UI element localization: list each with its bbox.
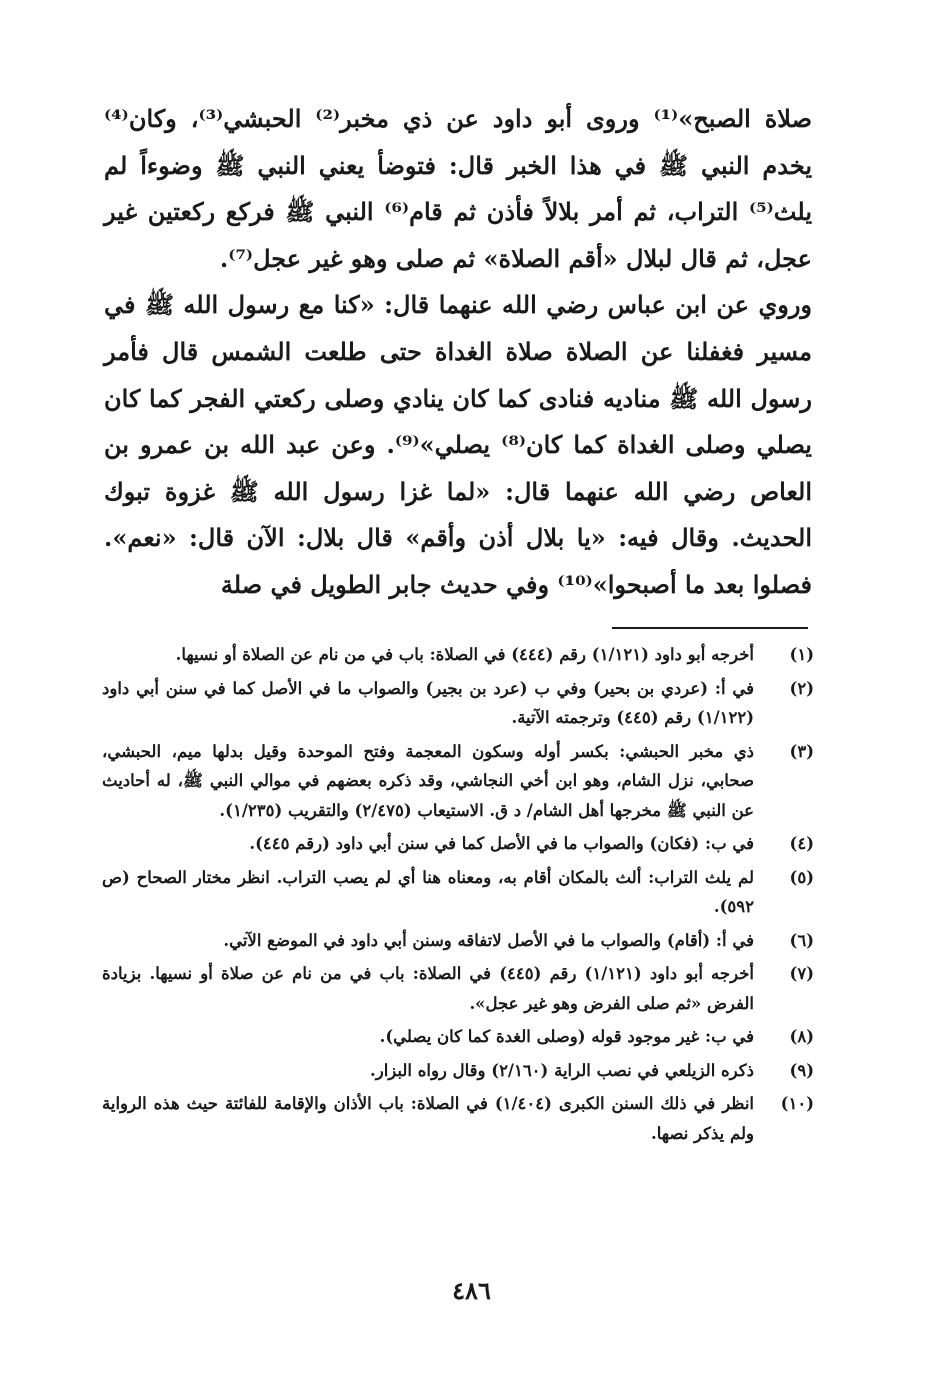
footnote	[102, 1056, 814, 1086]
footnote-number: (٨)	[789, 1027, 814, 1046]
footnote-text: لم يلث التراب: ألث بالمكان أقام به، ومعناه هنا أي لم يصب التراب. انظر مختار الصحاح (ص ٥٩٢).	[102, 867, 754, 916]
footnote-text: في أ: (أقام) والصواب ما في الأصل لاتفاقه وسنن أبي داود في الموضع الآتي.	[223, 930, 754, 950]
footnote-number: (٢)	[789, 678, 814, 698]
body-paragraph: وروي عن ابن عباس رضي الله عنهما قال: «كنا مع رسول الله ﷺ في مسير فغفلنا عن الصلاة صلاة الغداة حتى طلعت الشمس قال فأمر رسول الله ﷺ مناديه فنادى كما كان ينادي وصلى ركعتي الفجر كما كان يصلي وصلى الغداة كما كان⁽⁸⁾ يصلي»⁽⁹⁾. وعن عبد الله بن عمرو بن العاص رضي الله عنهما قال: «لما غزا رسول الله ﷺ غزوة تبوك الحديث. وقال فيه: «يا بلال أذن وأقم» قال بلال: الآن قال: «نعم». فصلوا بعد ما أصبحوا»⁽¹⁰⁾ وفي حديث جابر الطويل في صلة	[104, 290, 813, 599]
footnote-text: ذي مخبر الحبشي: بكسر أوله وسكون المعجمة وفتح الموحدة وقيل بدلها ميم، الحبشي، صحابي، نزل الشام، وهو ابن أخي النجاشي، وقد ذكره بعضهم في موالي النبي ﷺ، له أحاديث عن النبي ﷺ مخرجها أهل الشام/ د ق. الاستيعاب (٢/٤٧٥) والتقريب (١/٢٣٥).	[102, 741, 754, 820]
footnotes	[102, 640, 814, 1152]
footnote	[102, 1089, 814, 1148]
footnote	[102, 829, 814, 859]
footnote-text: في ب: غير موجود قوله (وصلى الغدة كما كان يصلي).	[379, 1027, 754, 1046]
footnote-text: في أ: (عردي بن بحير) وفي ب (عرد بن بجير) والصواب ما في الأصل كما في سنن أبي داود (١/١٢٢) رقم (٤٤٥) وترجمته الآتية.	[102, 678, 754, 727]
footnote	[102, 674, 814, 733]
footnote	[102, 926, 814, 956]
body-paragraph: صلاة الصبح»⁽¹⁾ وروى أبو داود عن ذي مخبر⁽²⁾ الحبشي⁽³⁾، وكان⁽⁴⁾ يخدم النبي ﷺ في هذا الخبر قال: فتوضأ يعني النبي ﷺ وضوءاً لم يلث⁽⁵⁾ التراب، ثم أمر بلالاً فأذن ثم قام⁽⁶⁾ النبي ﷺ فركع ركعتين غير عجل، ثم قال لبلال «أقم الصلاة» ثم صلى وهو غير عجل⁽⁷⁾.	[104, 104, 812, 273]
footnote-number: (٤)	[789, 834, 814, 853]
footnote-text: في ب: (فكان) والصواب ما في الأصل كما في سنن أبي داود (رقم ٤٤٥).	[249, 834, 754, 853]
footnote	[102, 737, 814, 826]
footnote	[102, 959, 814, 1018]
footnote-number: (٦)	[789, 930, 814, 950]
main-text	[104, 96, 812, 609]
footnote-number: (١٠)	[780, 1094, 814, 1113]
footnote-number: (٣)	[789, 741, 814, 761]
footnote-separator	[612, 627, 808, 629]
footnote-text: انظر في ذلك السنن الكبرى (١/٤٠٤) في الصلاة: باب الأذان والإقامة للفائتة حيث هذه الرواية ولم يذكر نصها.	[102, 1094, 755, 1143]
footnote-text: ذكره الزيلعي في نصب الراية (٢/١٦٠) وقال رواه البزار.	[369, 1060, 754, 1080]
footnote-number: (١)	[789, 645, 814, 664]
footnote-text: أخرجه أبو داود (١/١٢١) رقم (٤٤٤) في الصلاة: باب في من نام عن الصلاة أو نسيها.	[175, 645, 754, 664]
footnote-text: أخرجه أبو داود (١/١٢١) رقم (٤٤٥) في الصلاة: باب في من نام عن صلاة أو نسيها. بزيادة الفرض «ثم صلى الفرض وهو غير عجل».	[102, 964, 754, 1013]
page-number: ٤٨٦	[452, 1276, 491, 1305]
footnote	[102, 863, 814, 922]
footnote-number: (٧)	[789, 964, 814, 983]
footnote-number: (٥)	[789, 867, 814, 887]
footnote-number: (٩)	[789, 1060, 814, 1080]
footnote	[102, 640, 814, 670]
footnote	[102, 1022, 814, 1052]
